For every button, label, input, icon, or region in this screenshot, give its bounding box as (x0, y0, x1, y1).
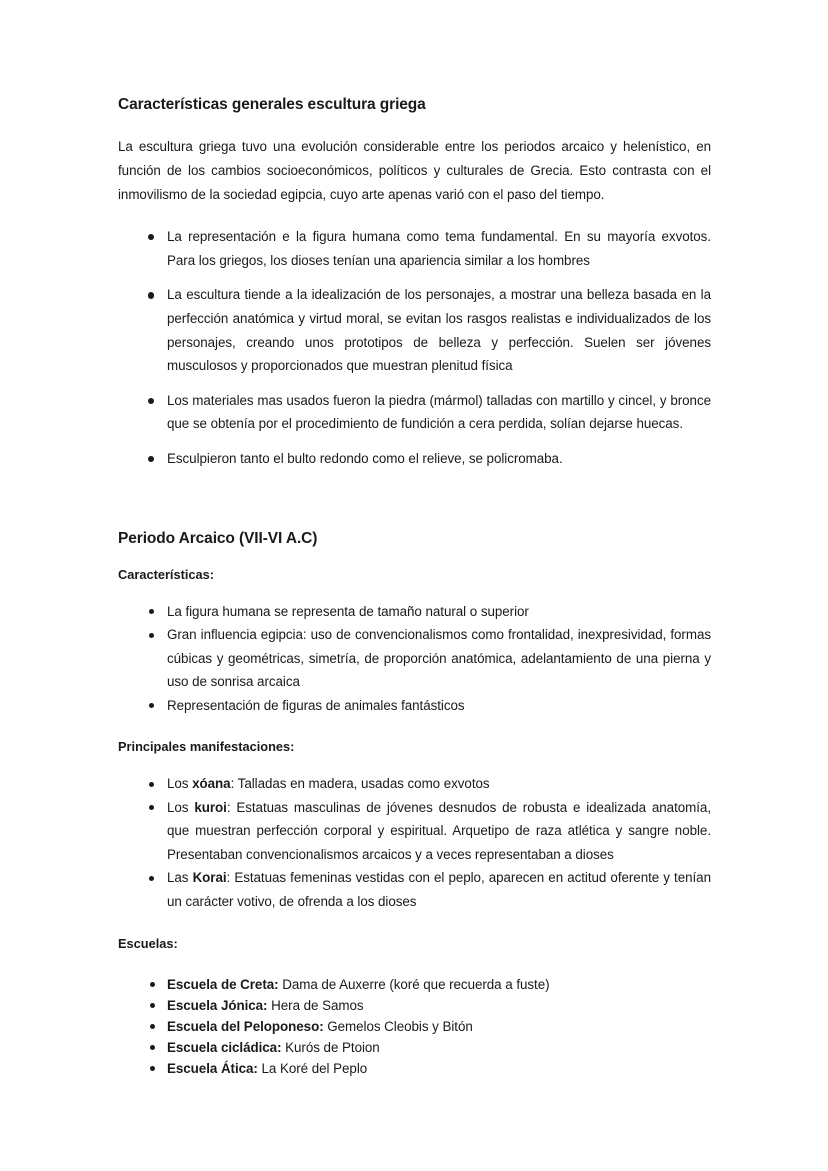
list-item: La figura humana se representa de tamaño natural o superior (118, 600, 711, 624)
escuela-work: Gemelos Cleobis y Bitón (323, 1019, 473, 1035)
list-item (118, 995, 711, 1016)
subheading-principales-manifestaciones: Principales manifestaciones: (118, 739, 295, 755)
page-title: Características generales escultura griega (118, 96, 426, 113)
list-item (118, 1016, 711, 1037)
list-item (118, 796, 711, 867)
escuela-name: Escuela de Creta: (167, 977, 279, 993)
item-term: kuroi (194, 799, 227, 815)
escuela-work: Hera de Samos (267, 998, 364, 1014)
escuela-work: La Koré del Peplo (257, 1061, 368, 1077)
item-prefix: Los (167, 799, 195, 815)
list-item (118, 974, 711, 995)
escuela-work: Dama de Auxerre (koré que recuerda a fuste) (278, 977, 550, 993)
section-heading-periodo-arcaico: Periodo Arcaico (VII-VI A.C) (118, 529, 318, 547)
escuela-name: Escuela Ática: (167, 1061, 258, 1077)
item-description: : Estatuas masculinas de jóvenes desnudos de robusta e idealizada anatomía, que muestran perfección corporal y espiritual. Arquetipo de raza atlética y sangre noble. Presentaban convencionalismos arcaicos y a veces representaban a dioses (167, 799, 711, 862)
list-item: Esculpieron tanto el bulto redondo como el relieve, se policromaba. (118, 447, 711, 471)
subheading-caracteristicas: Características: (118, 566, 215, 582)
list-item: Representación de figuras de animales fantásticos (118, 694, 711, 718)
list-item: Los materiales mas usados fueron la piedra (mármol) talladas con martillo y cincel, y bronce que se obtenía por el procedimiento de fundición a cera perdida, solían dejarse huecas. (118, 389, 711, 436)
item-prefix: Los (167, 776, 193, 792)
list-item: Gran influencia egipcia: uso de convencionalismos como frontalidad, inexpresividad, formas cúbicas y geométricas, simetría, de proporción anatómica, adelantamiento de una pierna y uso de sonrisa arcaica (118, 623, 711, 694)
item-prefix: Las (167, 870, 193, 886)
list-item (118, 772, 711, 796)
escuela-work: Kurós de Ptoion (281, 1040, 380, 1056)
escuela-name: Escuela cicládica: (167, 1040, 282, 1056)
list-item: La representación e la figura humana como tema fundamental. En su mayoría exvotos. Para los griegos, los dioses tenían una apariencia similar a los hombres (118, 225, 711, 272)
intro-paragraph: La escultura griega tuvo una evolución considerable entre los periodos arcaico y helenístico, en función de los cambios socioeconómicos, políticos y culturales de Grecia. Esto contrasta con el inmovilismo de la sociedad egipcia, cuyo arte apenas varió con el paso del tiempo. (118, 139, 711, 202)
caracteristicas-list (118, 600, 711, 718)
escuelas-list (118, 974, 711, 1079)
escuela-name: Escuela del Peloponeso: (167, 1019, 324, 1035)
item-description: : Talladas en madera, usadas como exvotos (230, 776, 490, 792)
item-description: : Estatuas femeninas vestidas con el peplo, aparecen en actitud oferente y tenían un carácter votivo, de ofrenda a los dioses (167, 870, 711, 910)
subheading-escuelas: Escuelas: (118, 935, 178, 951)
manifestaciones-list (118, 772, 711, 914)
item-term: Korai (192, 870, 227, 886)
list-item: La escultura tiende a la idealización de los personajes, a mostrar una belleza basada en la perfección anatómica y virtud moral, se evitan los rasgos realistas e individualizados de los personajes, creando unos prototipos de belleza y perfección. Suelen ser jóvenes musculosos y proporcionados que muestran plenitud física (118, 283, 711, 377)
list-item (118, 1058, 711, 1079)
general-characteristics-list (118, 225, 711, 470)
list-item (118, 866, 711, 913)
escuela-name: Escuela Jónica: (167, 998, 268, 1014)
item-term: xóana (192, 776, 231, 792)
list-item (118, 1037, 711, 1058)
